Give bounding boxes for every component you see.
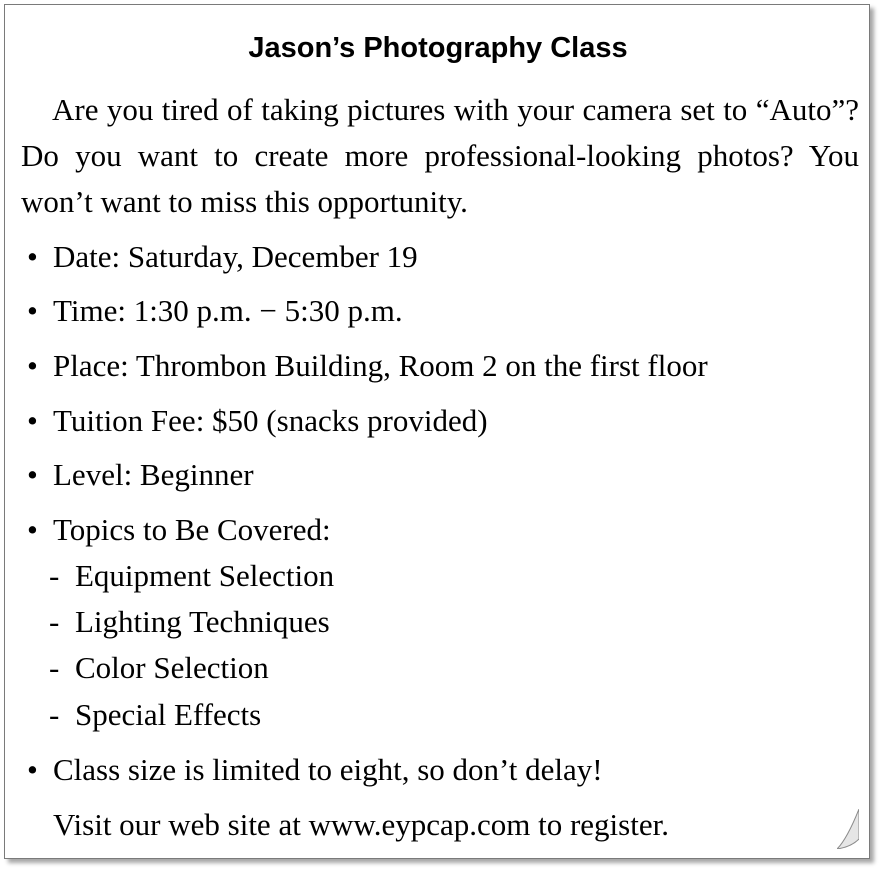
page-curl-icon (837, 809, 859, 849)
detail-date (27, 239, 418, 275)
detail-tuition-text: Tuition Fee: $50 (snacks provided) (53, 403, 488, 438)
bullet-icon: • (27, 348, 38, 383)
bullet-icon: • (27, 293, 38, 328)
detail-level-text: Level: Beginner (53, 457, 254, 492)
bullet-icon: • (27, 512, 38, 547)
dash-icon: - (49, 558, 60, 593)
detail-time (27, 293, 403, 329)
dash-icon: - (49, 604, 60, 639)
detail-tuition (27, 403, 488, 439)
dash-icon: - (49, 697, 60, 732)
bullet-icon: • (27, 457, 38, 492)
topic-text: Equipment Selection (75, 558, 335, 593)
class-size-note (27, 752, 603, 788)
intro-paragraph: Are you tired of taking pictures with your camera set to “Auto”? Do you want to create more professional-looking photos? You won’t want to miss this opportunity. (21, 92, 859, 219)
notice-title: Jason’s Photography Class (248, 32, 628, 64)
detail-place-text: Place: Thrombon Building, Room 2 on the first floor (53, 348, 708, 383)
topic-text: Color Selection (75, 650, 269, 685)
detail-time-text: Time: 1:30 p.m. − 5:30 p.m. (53, 293, 403, 328)
detail-place (27, 348, 708, 384)
register-line: Visit our web site at www.eypcap.com to register. (53, 807, 669, 842)
bullet-icon: • (27, 752, 38, 787)
notice-card (4, 4, 870, 859)
bullet-icon: • (27, 403, 38, 438)
topic-text: Lighting Techniques (75, 604, 330, 639)
topic-item (49, 604, 330, 640)
dash-icon: - (49, 650, 60, 685)
bullet-icon: • (27, 239, 38, 274)
detail-date-text: Date: Saturday, December 19 (53, 239, 418, 274)
class-size-text: Class size is limited to eight, so don’t delay! (53, 752, 603, 787)
topic-item (49, 558, 334, 594)
topic-item (49, 650, 269, 686)
topic-text: Special Effects (75, 697, 262, 732)
topic-item (49, 697, 261, 733)
detail-level (27, 457, 254, 493)
detail-topics-text: Topics to Be Covered: (53, 512, 331, 547)
detail-topics (27, 512, 331, 548)
